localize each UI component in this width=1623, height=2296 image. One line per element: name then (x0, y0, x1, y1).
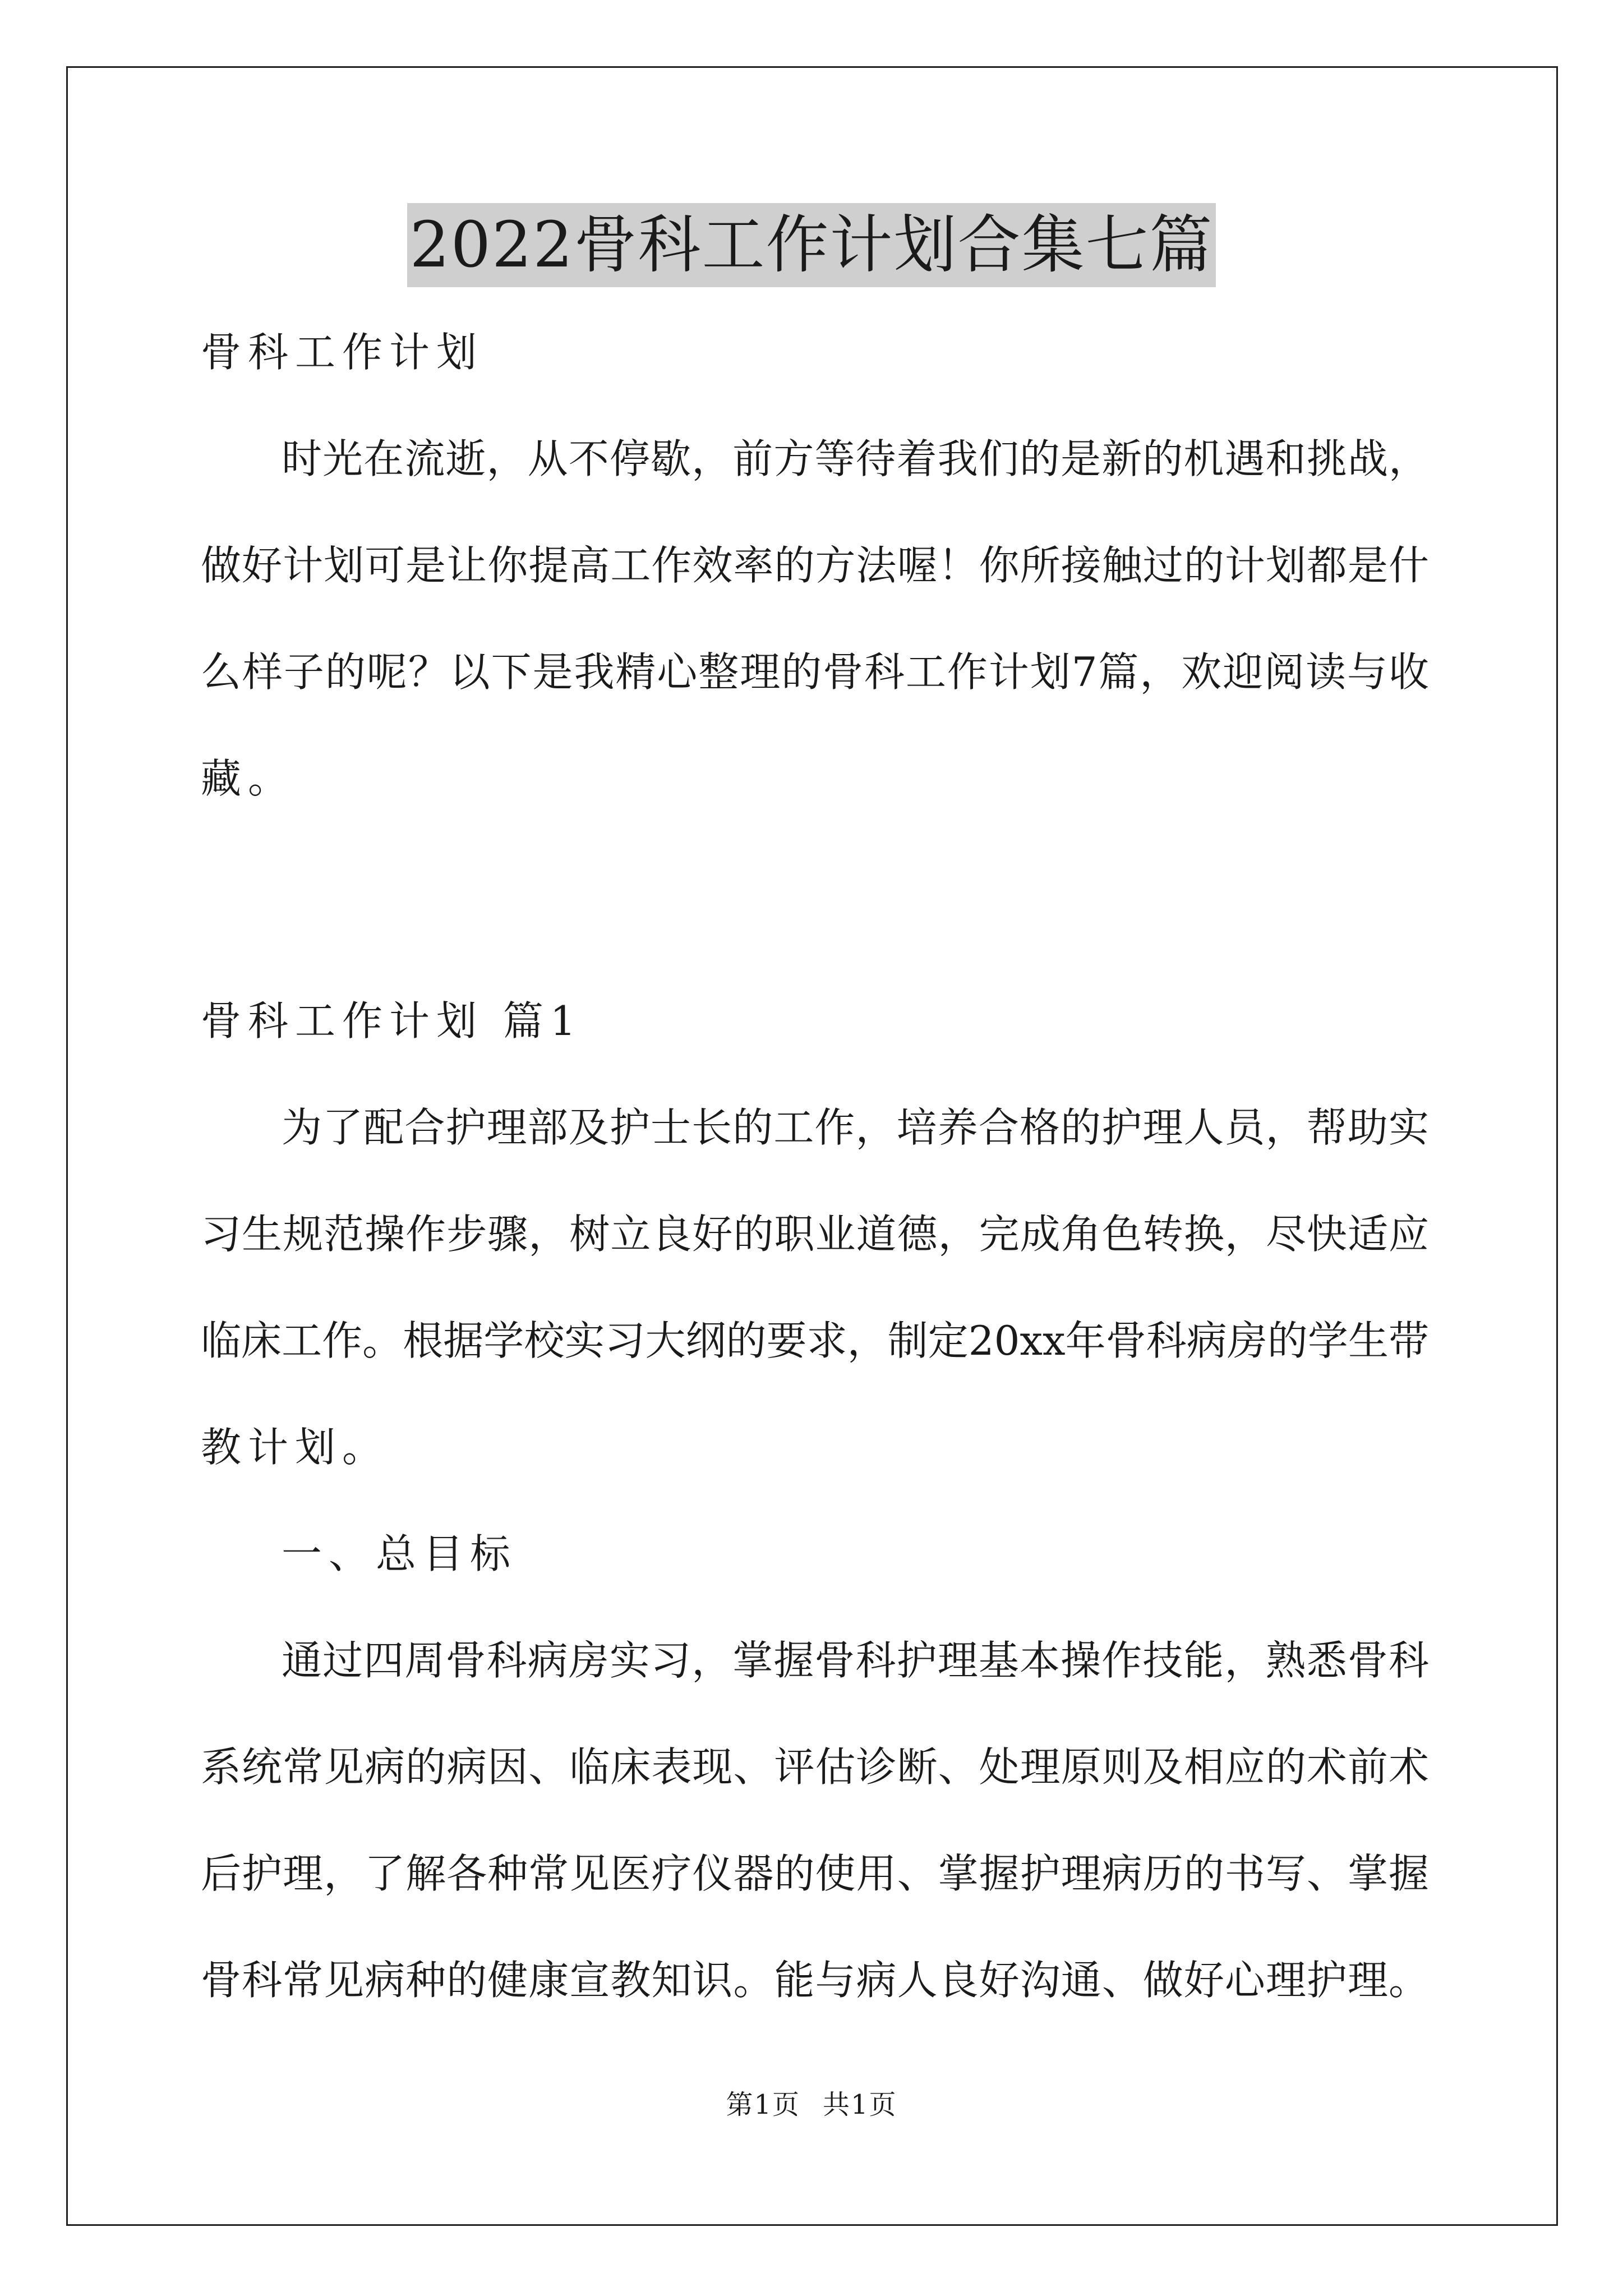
intro-line: 时光在流逝，从不停歇，前方等待着我们的是新的机遇和挑战， (282, 435, 1429, 482)
document-title: 2022骨科工作计划合集七篇 (407, 203, 1215, 287)
title-container (0, 203, 1623, 287)
paragraph-line: 为了配合护理部及护士长的工作，培养合格的护理人员，帮助实 (282, 1104, 1429, 1151)
intro-line: 藏。 (201, 755, 296, 802)
section-heading: 骨科工作计划 篇1 (201, 997, 583, 1045)
subheading: 一、总目标 (282, 1530, 518, 1577)
paragraph-line: 习生规范操作步骤，树立良好的职业道德，完成角色转换，尽快适应 (201, 1211, 1429, 1258)
page-footer (0, 2085, 1623, 2124)
paragraph-line: 教计划。 (201, 1424, 390, 1471)
intro-line: 做好计划可是让你提高工作效率的方法喔！你所接触过的计划都是什 (201, 542, 1429, 589)
paragraph-line: 后护理，了解各种常见医疗仪器的使用、掌握护理病历的书写、掌握 (201, 1850, 1429, 1897)
intro-line: 么样子的呢？以下是我精心整理的骨科工作计划7篇，欢迎阅读与收 (201, 648, 1429, 696)
page-total: 共1页 (823, 2089, 897, 2120)
page-number: 第1页 (726, 2089, 800, 2120)
intro-heading: 骨科工作计划 (201, 329, 484, 376)
paragraph-line: 骨科常见病种的健康宣教知识。能与病人良好沟通、做好心理护理。 (201, 1957, 1429, 2004)
paragraph-line: 临床工作。根据学校实习大纲的要求，制定20xx年骨科病房的学生带 (201, 1317, 1429, 1364)
paragraph-line: 系统常见病的病因、临床表现、评估诊断、处理原则及相应的术前术 (201, 1743, 1429, 1791)
paragraph-line: 通过四周骨科病房实习，掌握骨科护理基本操作技能，熟悉骨科 (282, 1637, 1429, 1684)
